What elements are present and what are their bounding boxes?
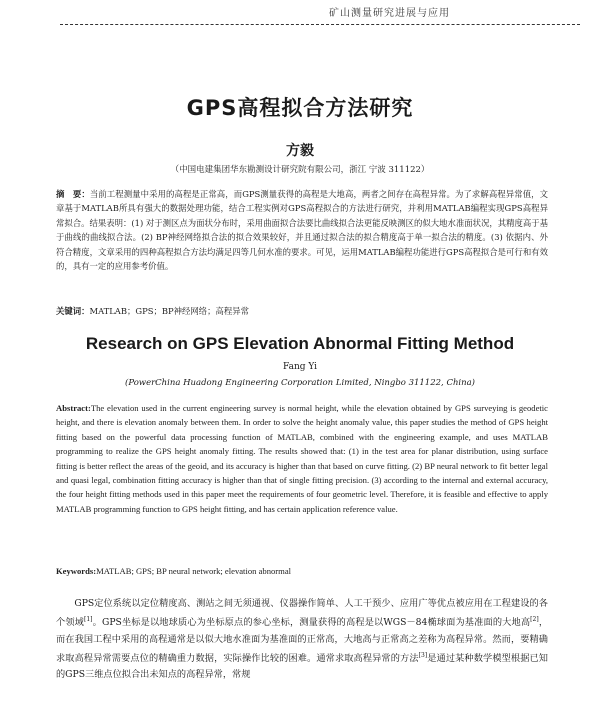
chinese-abstract-text: 当前工程测量中采用的高程是正常高，而GPS测量获得的高程是大地高，两者之间存在高程异常。为了求解高程异常值，文章基于MATLAB所具有强大的数据处理功能，结合工程实例对GPS高程拟合的方法进行研究，并利用MATLAB编程实现GPS高程异常拟合。结果表明：(1) 对于测区点为面状分布时，采用曲面拟合法要比曲线拟合法更能反映测区的似大地水准面状况，其精度高于基于曲线的曲线拟合法。(2) BP神经网络拟合法的拟合效果较好，并且通过拟合法的拟合精度高于单一拟合法的精度。(3) 依据内、外符合精度，文章采用的四种高程拟合方法均满足四等几何水准的要求。可见，运用MATLAB编程功能进行GPS高程拟合是可行和有效的，具有一定的应用参考价值。 (56, 189, 549, 272)
chinese-title: GPS高程拟合方法研究 (186, 96, 414, 120)
citation-2: [2] (530, 616, 539, 624)
english-abstract-label: Abstract: (56, 403, 91, 413)
running-header-text: 矿山测量研究进展与应用 (329, 8, 450, 19)
chinese-abstract-label: 摘 要： (56, 189, 90, 199)
english-keywords-label: Keywords: (56, 566, 97, 576)
citation-1: [1] (84, 616, 93, 624)
body-text-part1: GPS定位系统以定位精度高、测站之间无须通视、仪器操作简单、人工干预少、应用广等优点被应用在工程建设的各个领域 (56, 598, 548, 629)
english-affiliation: (PowerChina Huadong Engineering Corporation Limited, Ningbo 311122, China) (125, 378, 475, 388)
english-keywords-text: MATLAB; GPS; BP neural network; elevation abnormal (96, 566, 292, 576)
body-paragraph (56, 596, 548, 684)
running-header (0, 4, 600, 19)
english-keywords (56, 565, 548, 577)
chinese-keywords (56, 305, 548, 317)
citation-3: [3] (418, 651, 428, 659)
chinese-keywords-label: 关键词： (56, 306, 90, 316)
body-text-part2: 。GPS坐标是以地球质心为坐标原点的参心坐标，测量获得的高程是以WGS－84椭球面为基准面的大地高 (92, 617, 531, 629)
english-title: Research on GPS Elevation Abnormal Fitting Method (85, 334, 515, 353)
header-rule (60, 24, 580, 25)
chinese-keywords-text: MATLAB；GPS；BP神经网络；高程异常 (89, 306, 249, 316)
body-text-part4: 是通过某种数学模型根据已知的GPS三维点位拟合出未知点的高程异常，常规 (56, 653, 548, 681)
chinese-author: 方毅 (286, 143, 314, 159)
english-author: Fang Yi (282, 362, 318, 372)
english-abstract (56, 401, 548, 516)
chinese-abstract (56, 187, 548, 273)
body-text-part3: ，而在我国工程中采用的高程通常是以似大地水准面为基准面的正常高，大地高与正常高之差称为高程异常。然而，要精确求取高程异常需要点位的精确重力数据，实际操作比较的困难。通常求取高程异常的方法 (56, 617, 549, 665)
english-abstract-text: The elevation used in the current engineering survey is normal height, while the elevation obtained by GPS surveying is geodetic height, and there is elevation anomaly between them. In order to solve the height anomaly value, this paper studies the method of GPS height fitting based on the powerful data processing function of MATLAB, combined with the engineering example, and uses MATLAB programming to realize the GPS height anomaly fitting. The results showed that: (1) in the test area for planar distribution, using surface fitting is better reflect the areas of the geoid, and its accuracy is higher than that based on curve fitting. (2) BP neural network to fit better legal and quasi legal, combination fitting accuracy is higher than that of single fitting precision. (3) according to the internal and external accuracy, the four height fitting methods used in this paper meet the requirements of four geometric level. Therefore, it is feasible and effective to apply MATLAB programming function to GPS height fitting, and has certain application reference value. (56, 403, 548, 514)
chinese-affiliation: （中国电建集团华东勘测设计研究院有限公司，浙江 宁波 311122） (170, 165, 430, 175)
